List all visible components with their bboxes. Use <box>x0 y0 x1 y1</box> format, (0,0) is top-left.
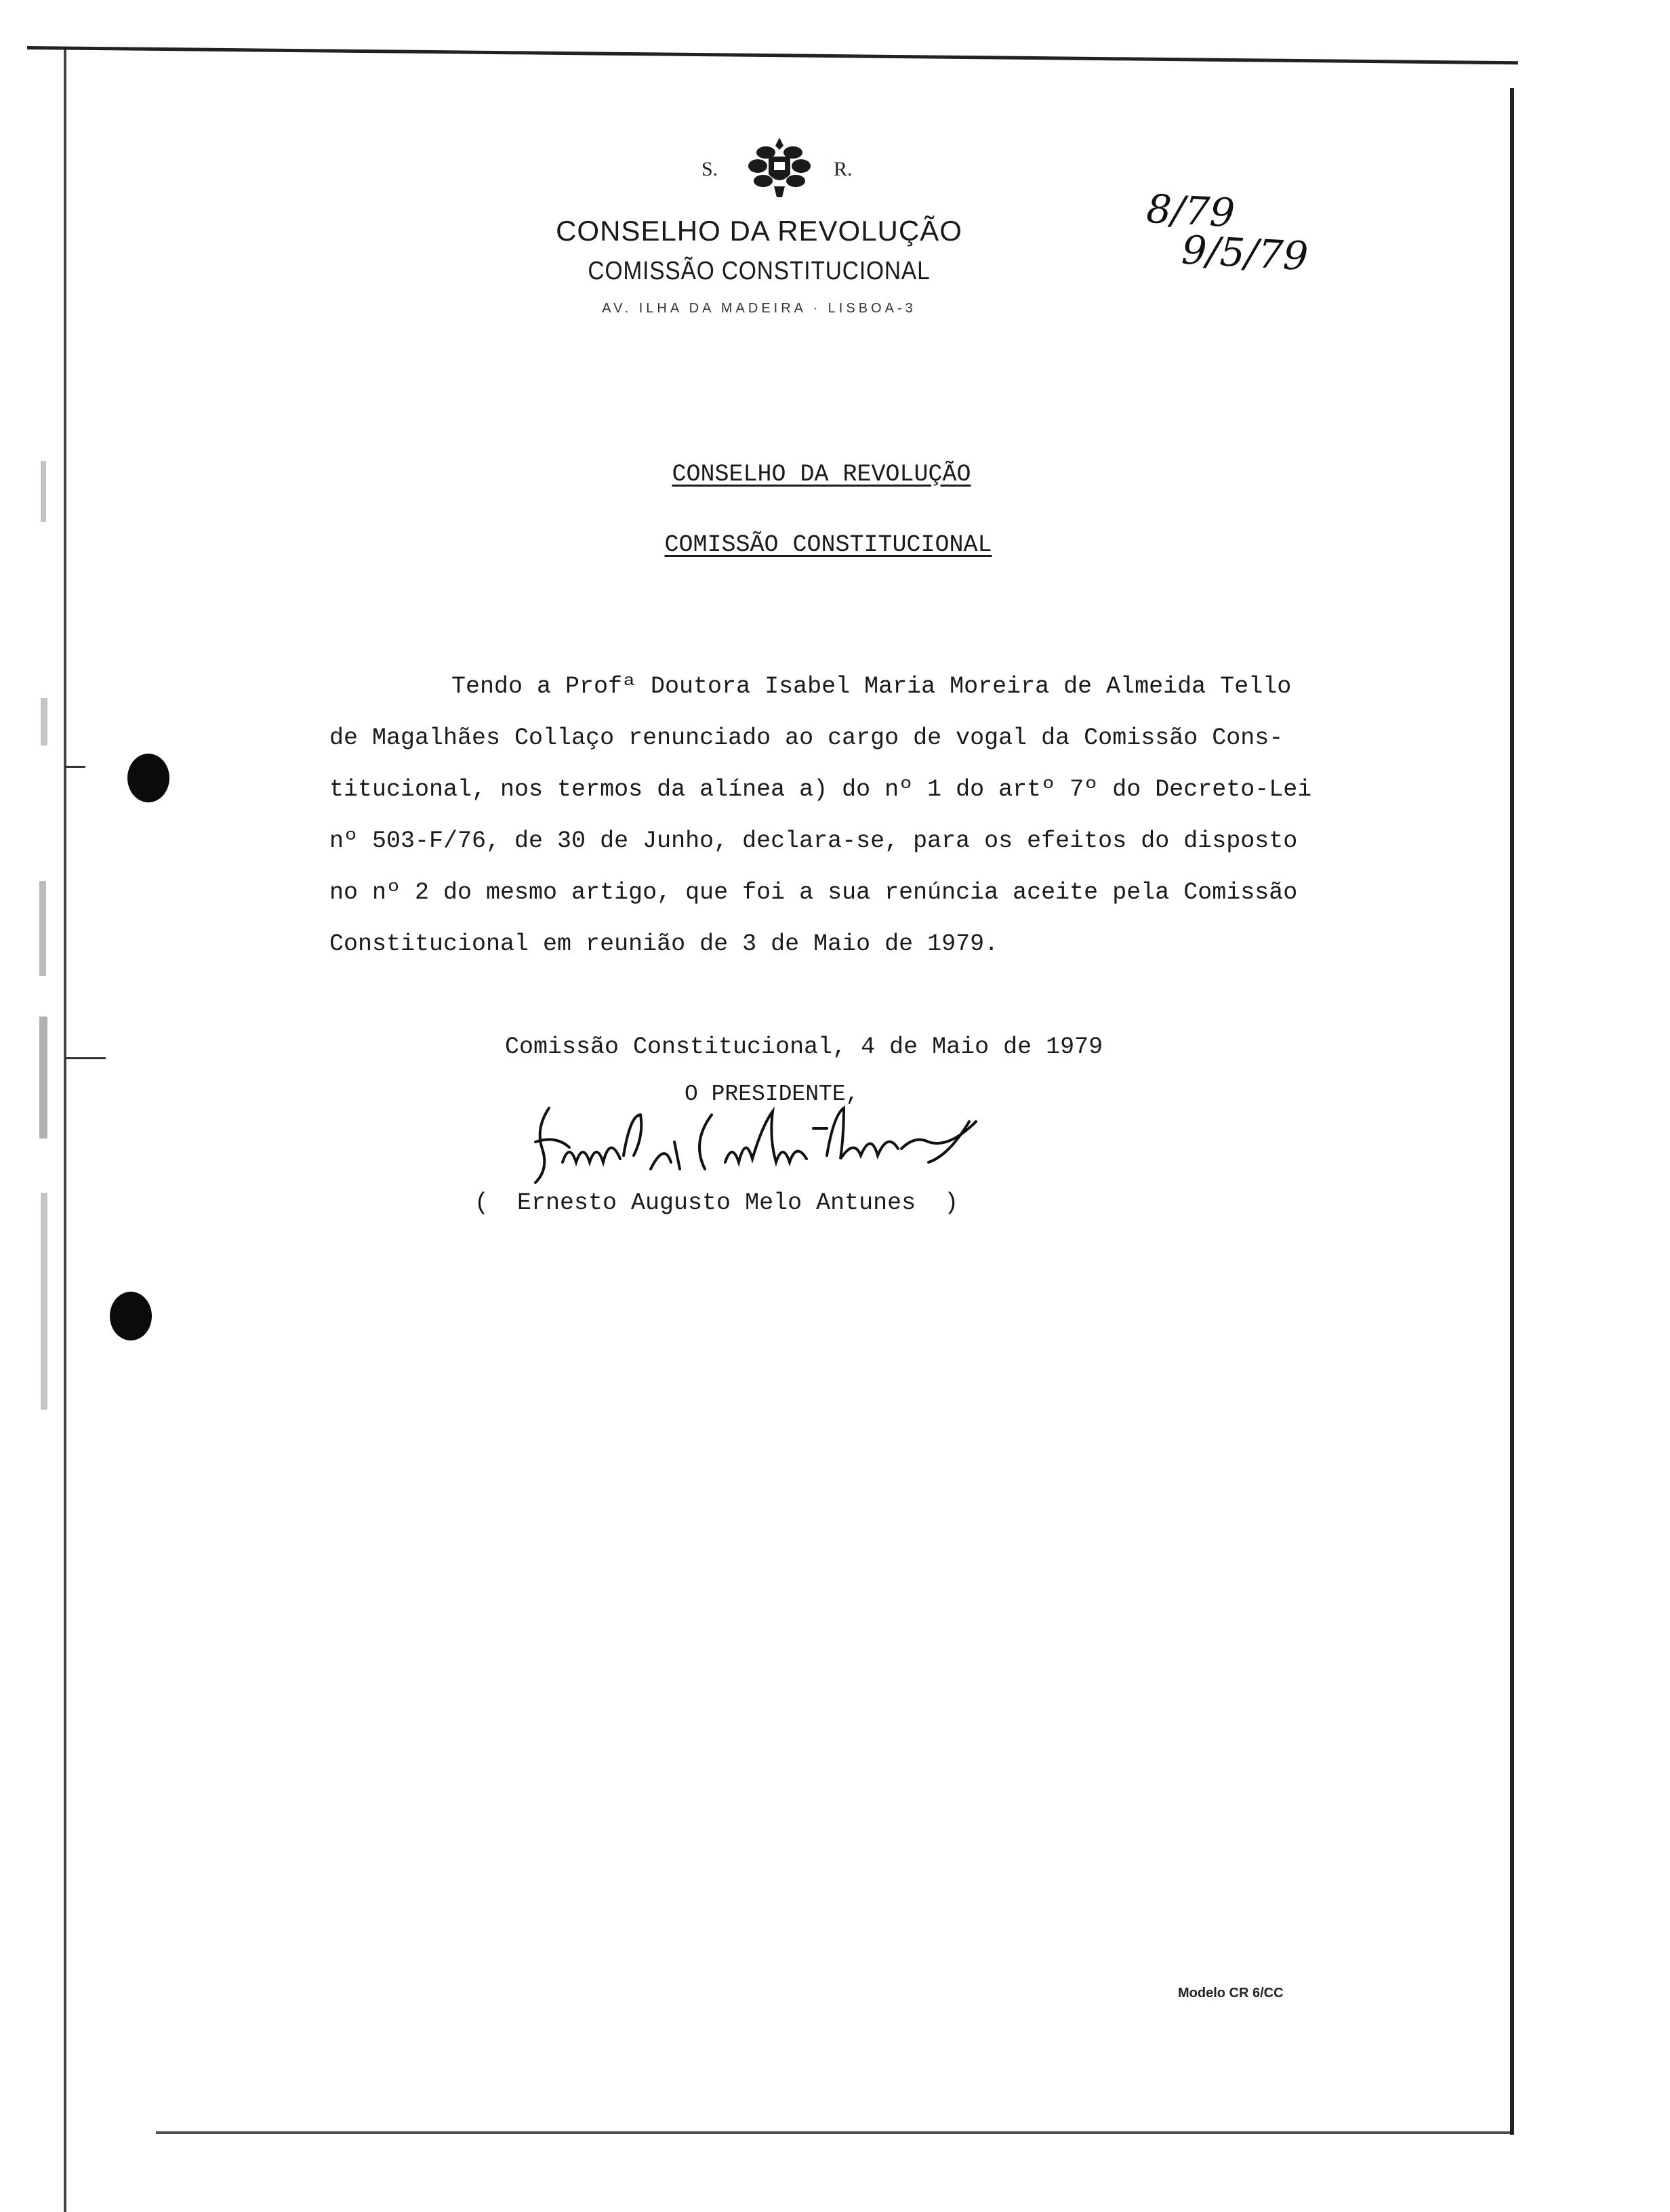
margin-tick <box>65 1057 106 1059</box>
president-title: O PRESIDENTE, <box>685 1082 859 1107</box>
frame-top-line <box>27 46 1518 64</box>
frame-left-line <box>64 47 66 2212</box>
letterhead-emblem-row <box>515 132 1003 207</box>
frame-bottom-line <box>156 2131 1511 2134</box>
handwritten-reference <box>1143 185 1311 280</box>
body-paragraph <box>329 661 1383 970</box>
handwritten-signature-icon <box>522 1088 1010 1203</box>
body-line: Constitucional em reunião de 3 de Maio de 1979. <box>329 930 999 958</box>
handwritten-ref-number: 8/79 <box>1145 185 1236 237</box>
margin-tick <box>65 766 85 768</box>
letterhead-council-name: CONSELHO DA REVOLUÇÃO <box>556 215 962 247</box>
punch-hole <box>110 1292 152 1340</box>
body-line: titucional, nos termos da alínea a) do nº 1 do artº 7º do Decreto-Lei <box>329 776 1312 803</box>
scan-noise <box>41 1193 47 1410</box>
body-line: de Magalhães Collaço renunciado ao cargo de vogal da Comissão Cons- <box>329 724 1284 752</box>
body-line: Tendo a Profª Doutora Isabel Maria Moreira de Almeida Tello <box>451 673 1292 700</box>
body-line: nº 503-F/76, de 30 de Junho, declara-se, para os efeitos do disposto <box>329 827 1298 855</box>
frame-right-line <box>1510 88 1514 2135</box>
scan-noise <box>39 1017 47 1139</box>
signatory-name: ( Ernesto Augusto Melo Antunes ) <box>474 1189 959 1216</box>
place-and-date: Comissão Constitucional, 4 de Maio de 1979 <box>505 1033 1103 1061</box>
heading-commission: COMISSÃO CONSTITUCIONAL <box>664 531 992 558</box>
letterhead <box>515 132 1003 316</box>
letterhead-s: S. <box>701 158 718 180</box>
letterhead-r: R. <box>834 158 853 180</box>
heading-council: CONSELHO DA REVOLUÇÃO <box>672 461 971 488</box>
scan-noise <box>39 881 46 976</box>
handwritten-ref-date: 9/5/79 <box>1180 226 1309 280</box>
body-line: no nº 2 do mesmo artigo, que foi a sua renúncia aceite pela Comissão <box>329 879 1298 906</box>
letterhead-address: AV. ILHA DA MADEIRA · LISBOA-3 <box>602 301 916 316</box>
form-model-code: Modelo CR 6/CC <box>1178 1986 1284 2001</box>
punch-hole <box>127 754 169 802</box>
coat-of-arms-icon <box>739 132 820 200</box>
scan-noise <box>41 698 47 745</box>
letterhead-commission-name: COMISSÃO CONSTITUCIONAL <box>588 257 931 285</box>
